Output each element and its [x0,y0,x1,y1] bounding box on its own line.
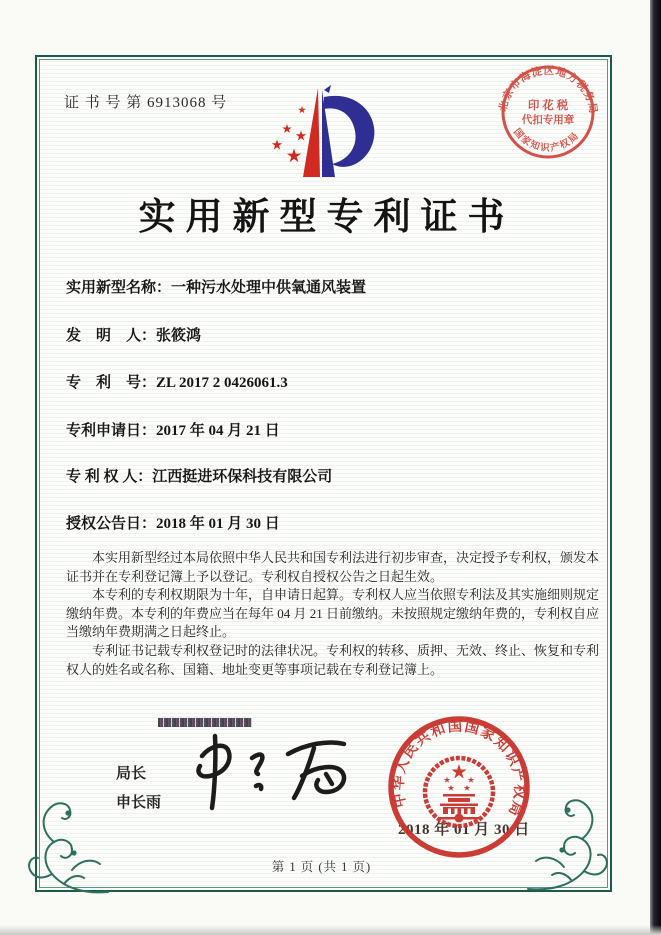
cnipa-official-seal [386,714,532,860]
field-label: 专 利 权 人： [66,469,153,485]
issuer-name-label: 申长雨 [116,793,162,811]
corner-flourish-bottom-right [524,793,612,893]
field-value: 一种污水处理中供氧通风装置 [171,280,367,296]
corner-flourish-bottom-left [24,796,112,896]
legal-body-text [66,549,599,679]
tax-stamp-arc-top-text: 北京市海淀区地方税务局 [498,65,598,116]
photo-edge-bottom [0,925,661,935]
field-inventor [66,326,586,347]
body-paragraph-2: 本专利的专利权期限为十年，自申请日起算。专利权人应当依照专利法及其实施细则规定缴纳年费。本专利的年费应当在每年 04 月 21 日前缴纳。未按照规定缴纳年费的，专利权自应当缴纳年费期满之日起终止。 [66,587,600,640]
field-application-date [66,421,586,442]
field-label: 专 利 号： [66,375,157,391]
field-label: 专利申请日： [66,423,157,439]
field-value: ZL 2017 2 0426061.3 [156,375,288,391]
field-patent-number [66,373,586,394]
field-utility-model-name [66,278,586,299]
tax-stamp-center-line1: 印 花 税 [527,100,569,112]
certificate-title: 实用新型专利证书 [138,197,515,238]
certificate-number: 证 书 号 第 6913068 号 [64,95,228,111]
field-label: 授权公告日： [66,516,157,532]
field-value: 张筱鸿 [156,328,202,344]
page-number-footer: 第 1 页 (共 1 页) [271,860,372,874]
field-label: 实用新型名称： [66,280,172,296]
field-value: 2017 年 04 月 21 日 [156,423,280,439]
field-patentee [66,467,586,488]
photo-edge-right [650,0,661,935]
field-value: 2018 年 01 月 30 日 [156,516,280,532]
cnipa-logo [252,84,394,182]
tax-stamp-seal [498,62,598,162]
national-emblem [425,758,493,826]
seal-ring-text: 中华人民共和国国家知识产权局 [390,718,528,820]
logo-red-wedge [303,88,320,177]
tax-stamp-arc-bottom-text: 国家知识产权局 [511,127,582,155]
issuer-post-label: 局长 [116,764,147,782]
body-paragraph-3: 专利证书记载专利权登记时的法律状况。专利权的转移、质押、无效、终止、恢复和专利权人的姓名或名称、国籍、地址变更等事项记载在专利登记簿上。 [66,642,600,677]
field-value: 江西挺进环保科技有限公司 [152,469,333,485]
body-paragraph-1: 本实用新型经过本局依照中华人民共和国专利法进行初步审查，决定授予专利权，颁发本证书并在专利登记簿上予以登记。专利权自授权公告之日起生效。 [66,550,600,584]
director-signature-script [168,722,368,814]
tax-stamp-center-line2: 代扣专用章 [521,115,575,126]
field-label: 发 明 人： [66,328,157,344]
seal-date: 2018 年 01 月 30 日 [398,822,530,838]
logo-stars [272,106,306,162]
field-grant-publication-date [66,514,586,535]
logo-blue-p [322,85,374,177]
